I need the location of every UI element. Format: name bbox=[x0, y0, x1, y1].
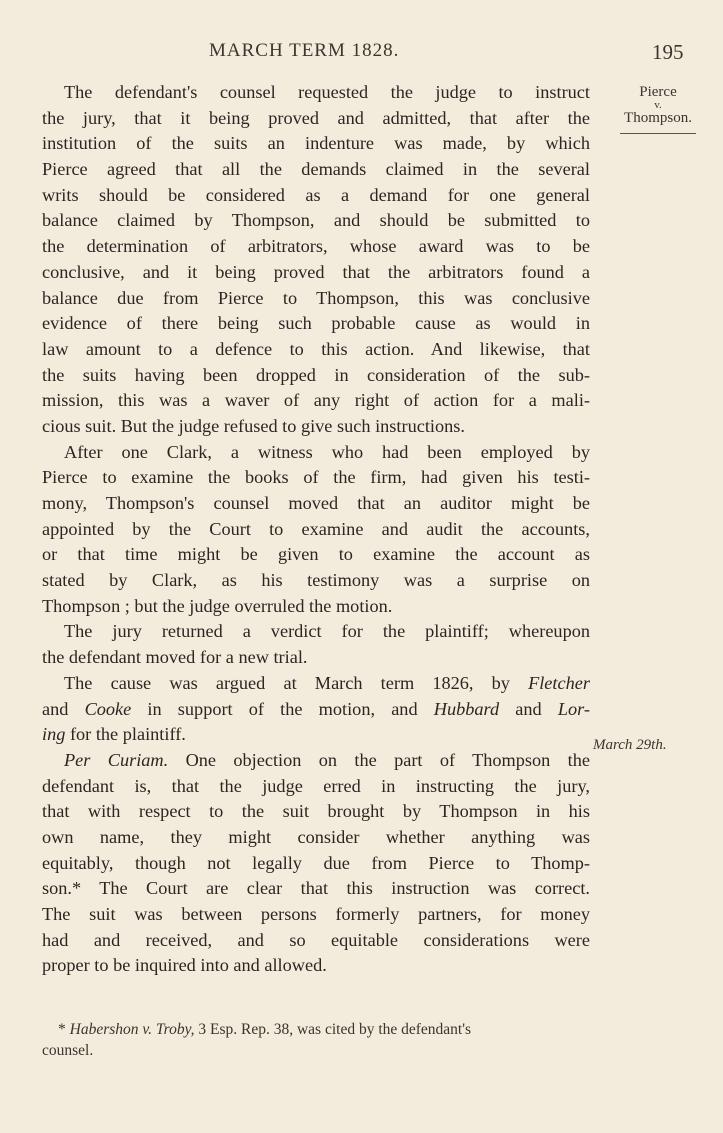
text-line: Pierce agreed that all the demands claimed in the several bbox=[42, 159, 590, 180]
text-line: Thompson ; but the judge overruled the motion. bbox=[42, 595, 393, 616]
running-head bbox=[0, 40, 723, 70]
caption-defendant: Thompson. bbox=[624, 110, 692, 126]
text-fragment: One objection on the part of Thompson the bbox=[185, 749, 591, 770]
counsel-name-loring-part1: Lor- bbox=[557, 698, 590, 719]
text-line: or that time might be given to examine the account as bbox=[42, 544, 590, 565]
text-line: conclusive, and it being proved that the arbitrators found a bbox=[42, 261, 590, 282]
footnote-marker: * bbox=[58, 1021, 66, 1038]
caption-plaintiff: Pierce bbox=[639, 84, 677, 100]
text-line: mission, this was a waver of any right of action for a mali- bbox=[42, 390, 590, 411]
per-curiam: Per Curiam. bbox=[64, 749, 169, 770]
counsel-name-hubbard: Hubbard bbox=[433, 698, 500, 719]
footnote-line bbox=[42, 1019, 590, 1040]
text-line: After one Clark, a witness who had been employed by bbox=[64, 441, 590, 462]
text-fragment: and bbox=[515, 698, 542, 719]
text-line: law amount to a defence to this action. And likewise, that bbox=[42, 338, 590, 359]
text-line: the suits having been dropped in consideration of the sub- bbox=[42, 364, 590, 385]
text-line: writs should be considered as a demand for one general bbox=[42, 184, 590, 205]
text-line: own name, they might consider whether anything was bbox=[42, 826, 590, 847]
counsel-name-loring-part2: ing bbox=[42, 724, 66, 745]
text-fragment: in support of the motion, and bbox=[147, 698, 418, 719]
text-fragment: The Court are clear that this instruction was correct. bbox=[99, 878, 590, 899]
text-line: equitably, though not legally due from Pierce to Thomp- bbox=[42, 852, 590, 873]
text-line: The jury returned a verdict for the plaintiff; whereupon bbox=[64, 621, 590, 642]
text-line bbox=[42, 876, 590, 902]
text-line: proper to be inquired into and allowed. bbox=[42, 955, 327, 976]
text-line: mony, Thompson's counsel moved that an auditor might be bbox=[42, 493, 590, 513]
text-line: that with respect to the suit brought by Thompson in his bbox=[42, 801, 590, 822]
caption-rule bbox=[620, 133, 696, 134]
text-line: the defendant moved for a new trial. bbox=[42, 647, 308, 668]
text-line: cious suit. But the judge refused to give such instructions. bbox=[42, 415, 465, 436]
text-line: The defendant's counsel requested the judge to instruct bbox=[64, 82, 590, 102]
page-number: 195 bbox=[652, 40, 684, 64]
text-line bbox=[42, 722, 590, 748]
footnote-citation: 3 Esp. Rep. 38, was cited by the defendant's bbox=[198, 1021, 472, 1038]
text-fragment: The cause was argued at March term 1826, by bbox=[64, 672, 510, 693]
counsel-name-fletcher: Fletcher bbox=[528, 672, 590, 693]
text-line: balance claimed by Thompson, and should be submitted to bbox=[42, 210, 590, 231]
counsel-name-cooke: Cooke bbox=[84, 698, 132, 719]
caption-versus: v. bbox=[654, 99, 662, 111]
text-fragment: for the plaintiff. bbox=[69, 724, 186, 745]
text-line bbox=[42, 671, 590, 697]
text-line: evidence of there being such probable cause as would in bbox=[42, 313, 590, 334]
text-line bbox=[42, 748, 590, 774]
text-fragment: son.* bbox=[42, 878, 82, 899]
text-line: defendant is, that the judge erred in instructing the jury, bbox=[42, 775, 590, 796]
text-fragment: and bbox=[42, 698, 69, 719]
text-line: appointed by the Court to examine and audit the accounts, bbox=[42, 518, 590, 539]
text-line: stated by Clark, as his testimony was a surprise on bbox=[42, 570, 590, 591]
margin-date-note: March 29th. bbox=[593, 737, 667, 753]
text-line: institution of the suits an indenture was made, by which bbox=[42, 133, 590, 154]
text-line bbox=[42, 697, 590, 723]
text-line: The suit was between persons formerly partners, for money bbox=[42, 904, 590, 924]
margin-case-caption bbox=[606, 84, 710, 134]
body-text bbox=[42, 80, 590, 979]
text-line: Pierce to examine the books of the firm, had given his testi- bbox=[42, 467, 590, 488]
footnote-case-name: Habershon v. Troby, bbox=[69, 1021, 195, 1038]
footnote bbox=[42, 1019, 590, 1061]
page-title: MARCH TERM 1828. bbox=[209, 40, 400, 61]
text-line: had and received, and so equitable considerations were bbox=[42, 929, 590, 950]
text-line: balance due from Pierce to Thompson, this was conclusive bbox=[42, 287, 590, 308]
text-line: the determination of arbitrators, whose award was to be bbox=[42, 236, 590, 257]
footnote-line: counsel. bbox=[42, 1042, 94, 1059]
text-line: the jury, that it being proved and admitted, that after the bbox=[42, 107, 590, 128]
